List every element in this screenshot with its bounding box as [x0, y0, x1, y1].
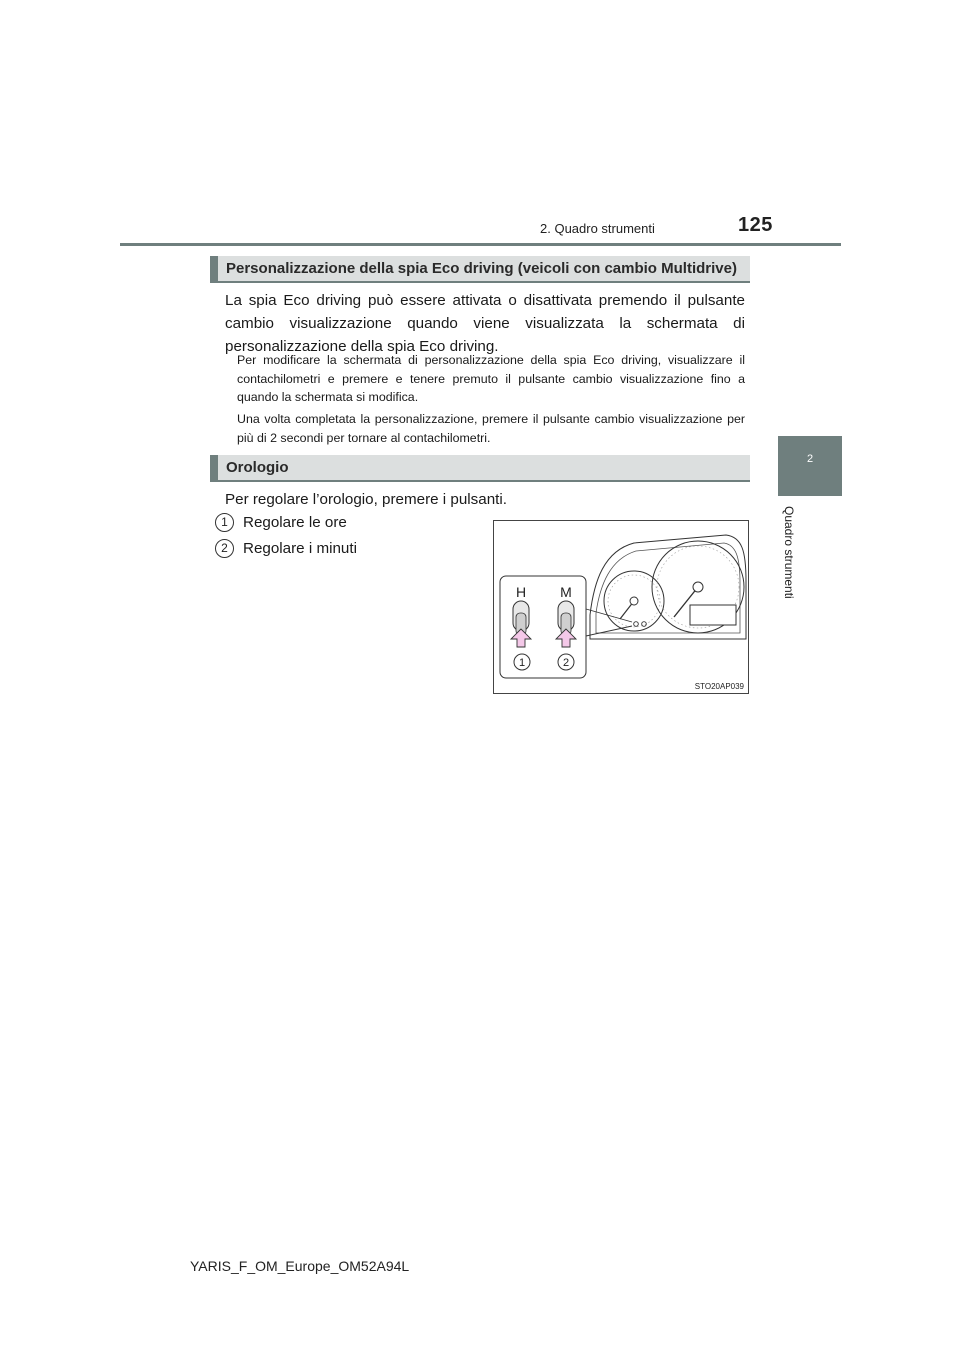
- figure-code: STO20AP039: [694, 682, 744, 691]
- section-heading-title: Personalizzazione della spia Eco driving (veicoli con cambio Multidrive): [226, 260, 737, 277]
- page-number: 125: [738, 214, 773, 236]
- chapter-title: [783, 506, 809, 611]
- instrument-cluster-illustration: [494, 521, 750, 695]
- orologio-body: Per regolare l’orologio, premere i pulsanti.: [225, 491, 507, 508]
- chapter-number: 2: [806, 453, 814, 465]
- heading-bar: [210, 256, 218, 283]
- speedometer-hub: [693, 582, 703, 592]
- callout-leader-top: [586, 609, 632, 622]
- chapter-title-text: Quadro strumenti: [782, 506, 796, 599]
- document-id: YARIS_F_OM_Europe_OM52A94L: [190, 1258, 410, 1274]
- header-section-label: 2. Quadro strumenti: [540, 221, 655, 236]
- chapter-tab: [778, 436, 842, 496]
- callout-number-1: 1: [518, 657, 526, 669]
- callout-number-2: 2: [562, 657, 570, 669]
- button-label-h: H: [515, 584, 527, 600]
- list-item-label: Regolare i minuti: [243, 540, 357, 557]
- clock-adjust-figure: [493, 520, 749, 694]
- callout-leader-bottom: [586, 626, 632, 636]
- eco-driving-note-1: Per modificare la schermata di personalizzazione della spia Eco driving, visualizzare il contachilometri e premere e tenere premuto il pulsante cambio visualizzazione fino a quando la schermata si modifica.: [237, 353, 745, 404]
- callout-number: 2: [215, 539, 234, 558]
- section-heading-orologio: [210, 455, 750, 482]
- multi-info-display: [690, 605, 736, 625]
- cluster-button-h: [634, 622, 639, 627]
- button-label-m: M: [560, 584, 572, 600]
- tachometer-hub: [630, 597, 638, 605]
- header-rule: [120, 243, 841, 246]
- list-item-label: Regolare le ore: [243, 514, 347, 531]
- section-heading-eco-driving: [210, 256, 750, 283]
- eco-driving-body: La spia Eco driving può essere attivata o disattivata premendo il pulsante cambio visualizzazione quando viene visualizzata la schermata di personalizzazione della spia Eco driving.: [225, 292, 745, 355]
- heading-bar: [210, 455, 218, 482]
- eco-driving-note-2: Una volta completata la personalizzazione, premere il pulsante cambio visualizzazione per più di 2 secondi per tornare al contachilometri.: [237, 412, 745, 445]
- section-heading-title: Orologio: [226, 459, 289, 476]
- callout-number: 1: [215, 513, 234, 532]
